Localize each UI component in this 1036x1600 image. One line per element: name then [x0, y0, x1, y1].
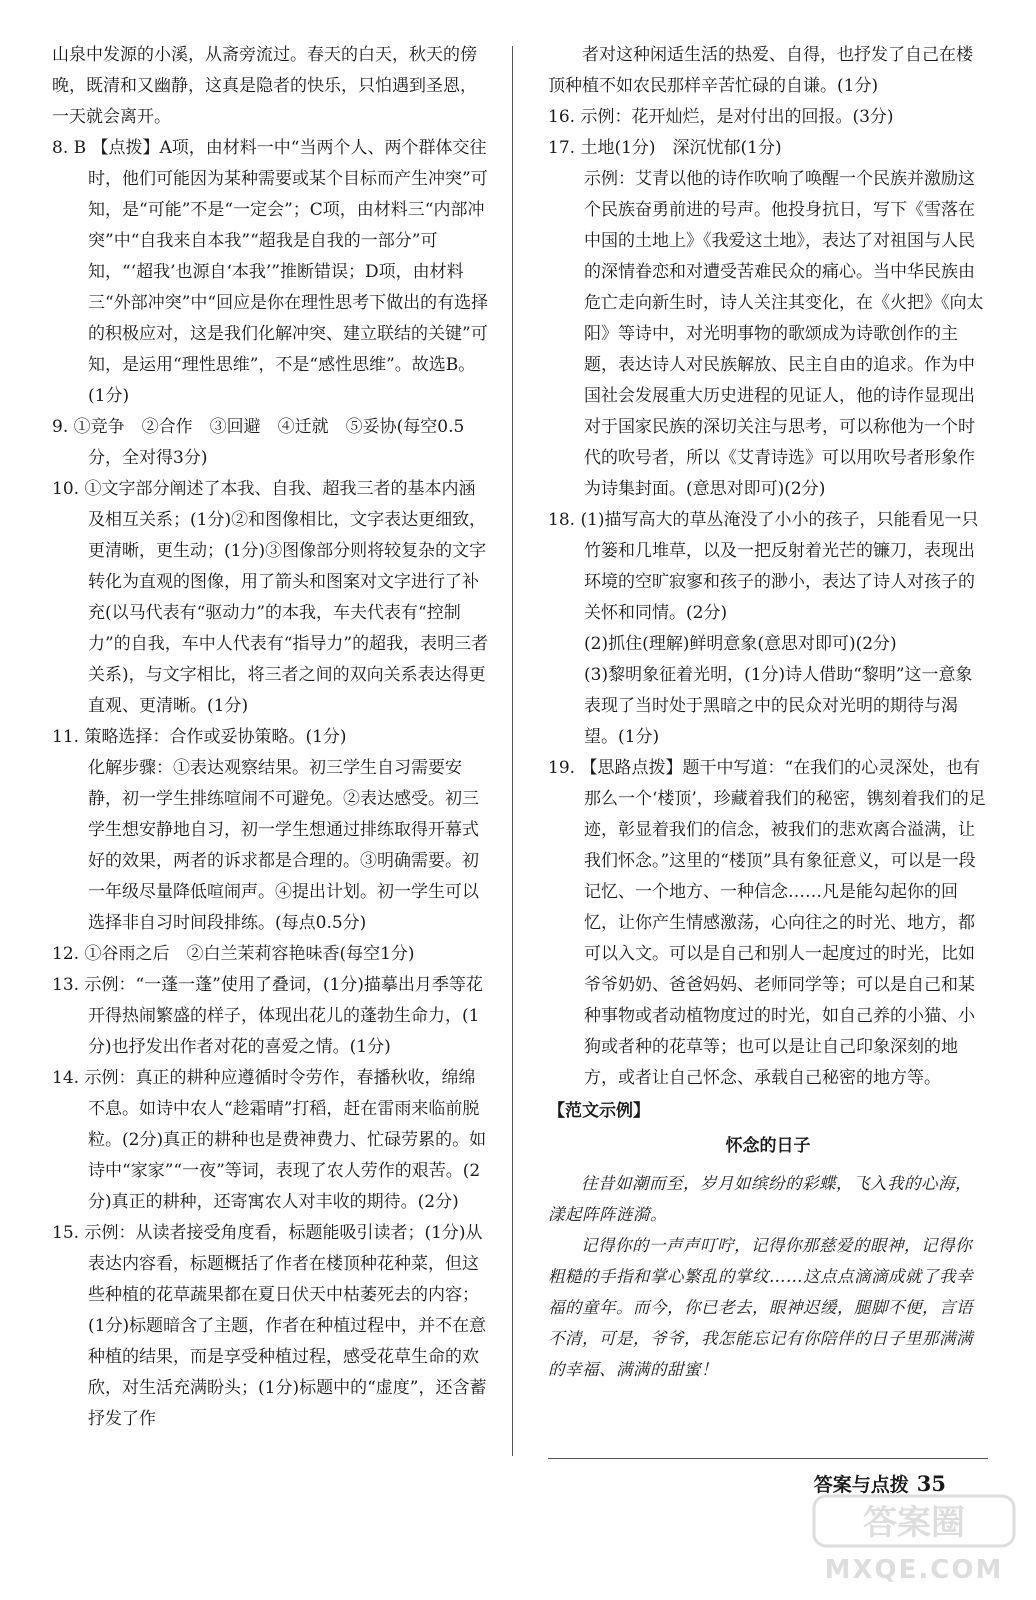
answer-item: 15. 示例：从读者接受角度看，标题能吸引读者；(1分)从表达内容看，标题概括了作者在楼顶种花种菜，但这些种植的花草蔬果都在夏日伏天中枯萎死去的内容；(1分)标题暗含了主题，作者在种植过程中，并不在意种植的结果，而是享受种植过程，感受花草生命的欢欣，对生活充满盼头；(1分)标题中的“虚度”，还含蓄抒发了作 — [52, 1223, 487, 1429]
answer-item: 16. 示例：花开灿烂，是对付出的回报。(3分) — [548, 107, 894, 127]
answer-item: 11. 策略选择：合作或妥协策略。(1分) 化解步骤：①表达观察结果。初三学生自习需要安静，初一学生排练喧闹不可避免。②表达感受。初三学生想安静地自习，初一学生想通过排练取得开幕式好的效果，两者的诉求都是合理的。③明确需要。初一年级尽量降低喧闹声。④提出计划。初一学生可以选择非自习时间段排练。(每点0.5分) — [52, 727, 479, 933]
watermark-logo — [784, 1490, 1024, 1590]
answer-item: 10. ①文字部分阐述了本我、自我、超我三者的基本内涵及相互关系；(1分)②和图像相比，文字表达更细致，更清晰，更生动；(1分)③图像部分则将较复杂的文字转化为直观的图像，用了箭头和图案对文字进行了补充(以马代表有“驱动力”的本我，车夫代表有“控制力”的自我，车中人代表有“指导力”的超我，表明三者关系)，与文字相比，将三者之间的双向关系表达得更直观、更清晰。(1分) — [52, 479, 489, 716]
answer-item: 8. B 【点拨】A项，由材料一中“当两个人、两个群体交往时，他们可能因为某种需要或某个目标而产生冲突”可知，是“可能”不是“一定会”；C项，由材料三“内部冲突”中“自我来自本我”“超我是自我的一部分”可知，“‘超我’也源自‘本我’”推断错误；D项，由材料三“外部冲突”中“回应是你在理性思考下做出的有选择的积极应对，这是我们化解冲突、建立联结的关键”可知，是运用“理性思维”，不是“感性思维”。故选B。(1分) — [52, 138, 489, 406]
essay-title: 怀念的日子 — [725, 1136, 811, 1156]
watermark-brand: 答案圈 — [863, 1503, 965, 1543]
footer-rule — [548, 1458, 988, 1459]
answer-item: 17. 土地(1分) 深沉忧郁(1分) 示例：艾青以他的诗作吹响了唤醒一个民族并激励这个民族奋勇前进的号声。他投身抗日，写下《雪落在中国的土地上》《我爱这土地》，表达了对祖国与人民的深情眷恋和对遭受苦难民众的痛心。当中华民族由危亡走向新生时，诗人关注其变化，在《火把》《向太阳》等诗中，对光明事物的歌颂成为诗歌创作的主题，表达诗人对民族解放、民主自由的追求。作为中国社会发展重大历史进程的见证人，他的诗作显现出对于国家民族的深切关注与思考，可以称他为一个时代的吹号者，所以《艾青诗选》可以用吹号者形象作为诗集封面。(意思对即可)(2分) — [548, 138, 984, 499]
answer-item: 13. 示例：“一蓬一蓬”使用了叠词，(1分)描摹出月季等花开得热闹繁盛的样子，体现出花儿的蓬勃生命力，(1分)也抒发出作者对花的喜爱之情。(1分) — [52, 975, 483, 1057]
page-number: 35 — [916, 1471, 946, 1496]
answer-item: 14. 示例：真正的耕种应遵循时令劳作，春播秋收，绵绵不息。如诗中农人“趁霜晴”打稻，赶在雷雨来临前脱粒。(2分)真正的耕种也是费神费力、忙碌劳累的。如诗中“家家”“一夜”等词，表现了农人劳作的艰苦。(2分)真正的耕种，还寄寓农人对丰收的期待。(2分) — [52, 1068, 487, 1212]
answer-item: 19. 【思路点拨】题干中写道：“在我们的心灵深处，也有那么一个‘楼顶’，珍藏着我们的秘密，镌刻着我们的足迹，彰显着我们的信念，被我们的悲欢离合溢满，让我们怀念。”这里的“楼顶”具有象征意义，可以是一段记忆、一个地方、一种信念……凡是能勾起你的回忆，让你产生情感激荡，心向往之的时光、地方，都可以入文。可以是自己和别人一起度过的时光，比如爷爷奶奶、爸爸妈妈、老师同学等；可以是自己和某种事物或者动植物度过的时光，如自己养的小猫、小狗或者种的花草等；也可以是让自己印象深刻的地方，或者让自己怀念、承载自己秘密的地方等。 — [548, 758, 986, 1088]
sample-heading: 【范文示例】 — [548, 1101, 650, 1121]
essay-paragraph: 往昔如潮而至，岁月如缤纷的彩蝶，飞入我的心海，漾起阵阵涟漪。 — [548, 1174, 972, 1224]
answer-paragraph: 山泉中发源的小溪，从斋旁流过。春天的白天，秋天的傍晚，既清和又幽静，这真是隐者的快乐，只怕遇到圣恩，一天就会离开。 — [52, 45, 477, 127]
answer-paragraph: 者对这种闲适生活的热爱、自得，也抒发了自己在楼顶种植不如农民那样辛苦忙碌的自谦。(1分) — [548, 45, 973, 96]
answer-item: 12. ①谷雨之后 ②白兰茉莉容艳味香(每空1分) — [52, 944, 415, 964]
left-column — [52, 40, 492, 1435]
answer-item: 9. ①竞争 ②合作 ③回避 ④迁就 ⑤妥协(每空0.5分，全对得3分) — [52, 417, 465, 468]
essay-paragraph: 记得你的一声声叮咛，记得你那慈爱的眼神，记得你粗糙的手指和掌心繁乱的掌纹……这点点滴滴成就了我幸福的童年。而今，你已老去，眼神迟缓，腿脚不便，言语不清，可是，爷爷，我怎能忘记有你陪伴的日子里那满满的幸福、满满的甜蜜！ — [548, 1236, 973, 1379]
watermark-url: MXQE.COM — [824, 1555, 1004, 1585]
right-column — [548, 40, 988, 1385]
column-divider — [512, 46, 513, 1456]
answer-item: 18. (1)描写高大的草丛淹没了小小的孩子，只能看见一只竹篓和几堆草，以及一把反射着光芒的镰刀，表现出环境的空旷寂寥和孩子的渺小，表达了诗人对孩子的关怀和同情。(2分) (2)抓住(理解)鲜明意象(意思对即可)(2分) (3)黎明象征着光明，(1分)诗人借助“黎明”这一意象表现了当时处于黑暗之中的民众对光明的期待与渴望。(1分) — [548, 510, 979, 747]
footer-label: 答案与点拨 — [813, 1474, 909, 1496]
